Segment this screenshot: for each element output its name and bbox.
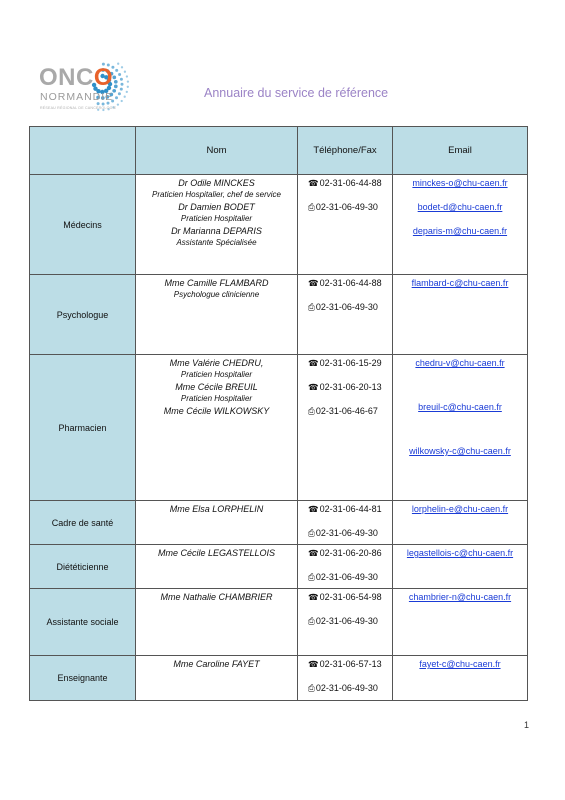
phone-number: 02-31-06-49-30 [315, 202, 378, 212]
table-row [30, 275, 528, 355]
table-body [30, 175, 528, 701]
phones-cell [298, 589, 393, 656]
fax-icon: ⎙ [308, 528, 315, 538]
phones-cell [298, 355, 393, 501]
email-entry [393, 658, 527, 670]
email-entry [393, 401, 527, 413]
person-name: Dr Odile MINCKES [178, 178, 255, 188]
email-link[interactable]: wilkowsky-c@chu-caen.fr [409, 446, 511, 456]
phones-cell [298, 175, 393, 275]
phone-entry [308, 381, 392, 393]
phone-number: 02-31-06-44-88 [319, 178, 382, 188]
fax-icon: ⎙ [308, 683, 315, 693]
emails-cell [393, 275, 528, 355]
phone-number: 02-31-06-54-98 [319, 592, 382, 602]
phone-number: 02-31-06-20-86 [319, 548, 382, 558]
phone-entry [308, 571, 392, 583]
logo-dot [115, 96, 118, 99]
category-cell: Pharmacien [30, 355, 136, 501]
logo-dot [121, 66, 123, 68]
names-cell [136, 656, 298, 701]
names-cell [136, 275, 298, 355]
phones-cell [298, 545, 393, 589]
email-link[interactable]: chedru-v@chu-caen.fr [415, 358, 505, 368]
category-cell: Médecins [30, 175, 136, 275]
fax-icon: ⎙ [308, 406, 315, 416]
table-row [30, 355, 528, 501]
telephone-icon: ☎ [308, 278, 319, 288]
names-cell [136, 501, 298, 545]
email-entry [393, 225, 527, 237]
logo-dot [124, 71, 126, 73]
category-cell: Assistante sociale [30, 589, 136, 656]
spacer [308, 369, 392, 381]
header-email: Email [393, 127, 528, 175]
email-link[interactable]: breuil-c@chu-caen.fr [418, 402, 502, 412]
logo-dot [126, 91, 128, 93]
phone-entry [308, 682, 392, 694]
person-name: Dr Marianna DEPARIS [171, 226, 262, 236]
email-link[interactable]: flambard-c@chu-caen.fr [411, 278, 509, 288]
email-link[interactable]: chambrier-n@chu-caen.fr [408, 592, 512, 602]
phone-entry [308, 615, 392, 627]
table-row [30, 501, 528, 545]
person-name: Dr Damien BODET [178, 202, 255, 212]
logo-dot [127, 86, 129, 88]
logo-dot [118, 73, 121, 76]
directory-table [29, 126, 528, 701]
category-cell: Diététicienne [30, 545, 136, 589]
telephone-icon: ☎ [308, 659, 319, 669]
phone-number: 02-31-06-15-29 [319, 358, 382, 368]
logo-dot [114, 85, 118, 89]
phone-entry [308, 591, 392, 603]
logo-dot [114, 80, 118, 84]
telephone-icon: ☎ [308, 178, 319, 188]
person-name: Mme Cécile LEGASTELLOIS [157, 548, 276, 558]
page-title: Annuaire du service de référence [204, 86, 389, 100]
person-name: Mme Cécile WILKOWSKY [163, 406, 270, 416]
person-title: Psychologue clinicienne [173, 290, 260, 299]
email-link[interactable]: legastellois-c@chu-caen.fr [406, 548, 514, 558]
spacer [308, 393, 392, 405]
logo-dot [118, 92, 121, 95]
email-entry [393, 277, 527, 289]
phone-number: 02-31-06-44-88 [319, 278, 382, 288]
emails-cell [393, 355, 528, 501]
fax-icon: ⎙ [308, 616, 315, 626]
telephone-icon: ☎ [308, 592, 319, 602]
logo-dot [124, 96, 126, 98]
email-entry [393, 177, 527, 189]
email-entry [393, 357, 527, 369]
logo-normandie-text: NORMANDIE [40, 91, 114, 103]
person-name: Mme Caroline FAYET [173, 659, 260, 669]
phone-entry [308, 301, 392, 313]
emails-cell [393, 175, 528, 275]
table-row [30, 175, 528, 275]
phone-number: 02-31-06-57-13 [319, 659, 382, 669]
phone-entry [308, 177, 392, 189]
logo-o-text: O [93, 64, 114, 91]
logo-dot [121, 100, 123, 102]
email-entry [393, 445, 527, 457]
person-title: Praticien Hospitalier [180, 394, 253, 403]
emails-cell [393, 501, 528, 545]
email-link[interactable]: deparis-m@chu-caen.fr [412, 226, 508, 236]
phone-entry [308, 277, 392, 289]
telephone-icon: ☎ [308, 504, 319, 514]
email-entry [393, 201, 527, 213]
fax-icon: ⎙ [308, 202, 315, 212]
logo-dot [117, 63, 119, 65]
category-cell: Cadre de santé [30, 501, 136, 545]
phones-cell [298, 275, 393, 355]
emails-cell [393, 656, 528, 701]
table-header-row [30, 127, 528, 175]
logo-dot [121, 83, 124, 86]
category-cell: Psychologue [30, 275, 136, 355]
phone-number: 02-31-06-49-30 [315, 683, 378, 693]
phone-number: 02-31-06-49-30 [315, 572, 378, 582]
phone-entry [308, 357, 392, 369]
phone-entry [308, 503, 392, 515]
spacer [308, 670, 392, 682]
phone-number: 02-31-06-49-30 [315, 302, 378, 312]
category-cell: Enseignante [30, 656, 136, 701]
logo-dot [120, 88, 123, 91]
phones-cell [298, 656, 393, 701]
email-link[interactable]: minckes-o@chu-caen.fr [412, 178, 508, 188]
logo-wordmark [39, 64, 113, 92]
email-entry [393, 591, 527, 603]
table-row [30, 656, 528, 701]
person-name: Mme Nathalie CHAMBRIER [160, 592, 273, 602]
names-cell [136, 175, 298, 275]
phone-entry [308, 547, 392, 559]
person-title: Assistante Spécialisée [176, 238, 257, 247]
header-nom: Nom [136, 127, 298, 175]
logo-dot [120, 78, 123, 81]
header-telephone: Téléphone/Fax [298, 127, 393, 175]
table-row [30, 545, 528, 589]
person-title: Praticien Hospitalier, chef de service [152, 190, 281, 199]
header-category [30, 127, 136, 175]
email-link[interactable]: fayet-c@chu-caen.fr [419, 659, 501, 669]
person-name: Mme Cécile BREUIL [175, 382, 258, 392]
phone-entry [308, 405, 392, 417]
logo-dot [127, 80, 129, 82]
telephone-icon: ☎ [308, 548, 319, 558]
fax-icon: ⎙ [308, 572, 315, 582]
telephone-icon: ☎ [308, 358, 319, 368]
names-cell [136, 545, 298, 589]
phones-cell [298, 501, 393, 545]
email-entry [393, 503, 527, 515]
names-cell [136, 355, 298, 501]
phone-number: 02-31-06-46-67 [315, 406, 378, 416]
spacer [308, 559, 392, 571]
phone-entry [308, 527, 392, 539]
telephone-icon: ☎ [308, 382, 319, 392]
email-entry [393, 547, 527, 559]
phone-number: 02-31-06-49-30 [315, 528, 378, 538]
page-number: 1 [524, 720, 530, 730]
onco-normandie-logo [36, 62, 136, 120]
spacer [308, 515, 392, 527]
person-title: Praticien Hospitalier [180, 214, 253, 223]
person-title: Praticien Hospitalier [180, 370, 253, 379]
logo-dot [126, 75, 128, 77]
logo-dot [117, 103, 119, 105]
emails-cell [393, 589, 528, 656]
email-link[interactable]: bodet-d@chu-caen.fr [417, 202, 503, 212]
person-name: Mme Elsa LORPHELIN [169, 504, 264, 514]
phone-number: 02-31-06-20-13 [319, 382, 382, 392]
phone-entry [308, 201, 392, 213]
person-name: Mme Valérie CHEDRU, [169, 358, 264, 368]
spacer [308, 603, 392, 615]
emails-cell [393, 545, 528, 589]
phone-entry [308, 658, 392, 670]
spacer [308, 289, 392, 301]
fax-icon: ⎙ [308, 302, 315, 312]
person-name: Mme Camille FLAMBARD [164, 278, 269, 288]
phone-number: 02-31-06-44-81 [319, 504, 382, 514]
logo-dot [115, 69, 118, 72]
phone-number: 02-31-06-49-30 [315, 616, 378, 626]
table-row [30, 589, 528, 656]
logo-onco-text: ONC [39, 64, 94, 91]
spacer [308, 189, 392, 201]
names-cell [136, 589, 298, 656]
email-link[interactable]: lorphelin-e@chu-caen.fr [411, 504, 509, 514]
logo-tagline: RÉSEAU RÉGIONAL DE CANCÉROLOGIE [40, 106, 117, 110]
